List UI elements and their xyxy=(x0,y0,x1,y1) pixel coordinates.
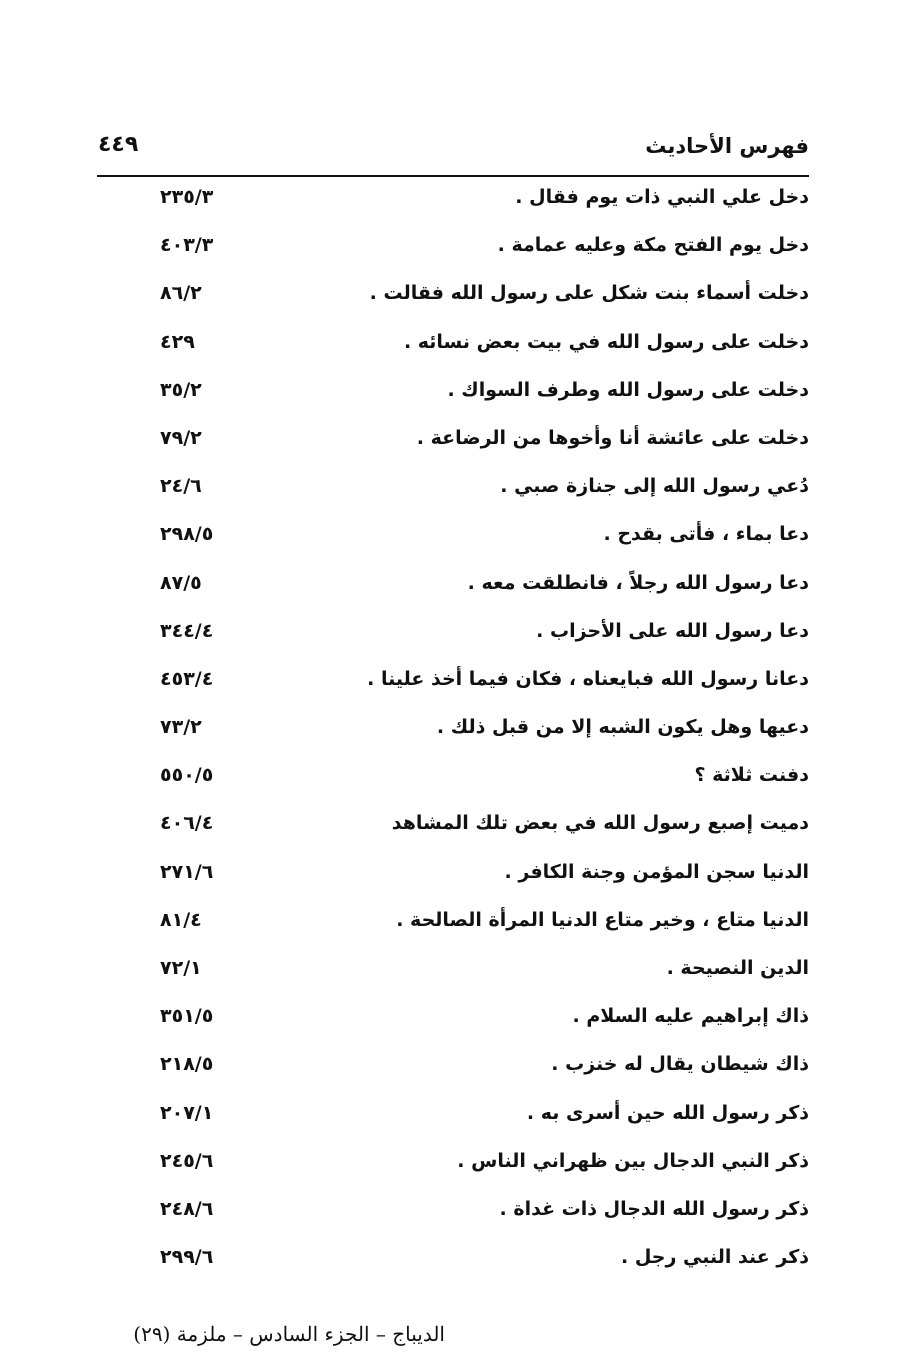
hadith-text: ذكر رسول الله الدجال ذات غداة . xyxy=(499,1197,809,1220)
index-entry xyxy=(0,274,897,322)
hadith-text: دخلت أسماء بنت شكل على رسول الله فقالت . xyxy=(369,282,809,305)
hadith-index-list xyxy=(0,178,897,1286)
index-entry xyxy=(0,1142,897,1190)
hadith-text: دُعي رسول الله إلى جنازة صبي . xyxy=(500,475,809,498)
index-entry xyxy=(0,226,897,274)
volume-page-ref: ٢٤٥/٦ xyxy=(160,1149,214,1172)
page-title: فهرس الأحاديث xyxy=(645,134,809,158)
hadith-text: ذكر رسول الله حين أسرى به . xyxy=(526,1101,809,1124)
hadith-text: دخلت على رسول الله في بيت بعض نسائه . xyxy=(403,330,809,353)
hadith-text: دخل يوم الفتح مكة وعليه عمامة . xyxy=(497,234,809,257)
index-entry xyxy=(0,515,897,563)
volume-page-ref: ٢٩٩/٦ xyxy=(160,1246,214,1269)
hadith-text: الدين النصيحة . xyxy=(666,957,809,979)
volume-page-ref: ٢١٨/٥ xyxy=(160,1053,214,1076)
volume-page-ref: ٤٠٣/٣ xyxy=(160,234,214,257)
index-entry xyxy=(0,1045,897,1093)
page-footer: الديباج – الجزء السادس – ملزمة (٢٩) xyxy=(133,1322,445,1346)
volume-page-ref: ٨٧/٥ xyxy=(160,571,202,594)
hadith-text: ذاك إبراهيم عليه السلام . xyxy=(572,1005,809,1028)
index-entry xyxy=(0,612,897,660)
volume-page-ref: ٣٥/٢ xyxy=(160,378,202,401)
volume-page-ref: ٤٥٣/٤ xyxy=(160,667,214,690)
index-entry xyxy=(0,1094,897,1142)
index-entry xyxy=(0,660,897,708)
volume-page-ref: ٣٥١/٥ xyxy=(160,1005,214,1028)
volume-page-ref: ٢٤/٦ xyxy=(160,475,202,498)
hadith-text: ذاك شيطان يقال له خنزب . xyxy=(551,1053,809,1076)
index-entry xyxy=(0,564,897,612)
index-entry xyxy=(0,997,897,1045)
hadith-text: ذكر النبي الدجال بين ظهراني الناس . xyxy=(457,1149,809,1172)
volume-page-ref: ٢٣٥/٣ xyxy=(160,186,214,208)
hadith-text: دخلت على رسول الله وطرف السواك . xyxy=(447,378,809,401)
header-rule xyxy=(97,175,809,177)
volume-page-ref: ٧٩/٢ xyxy=(160,426,202,449)
page-number: ٤٤٩ xyxy=(98,132,139,157)
hadith-text: دميت إصبع رسول الله في بعض تلك المشاهد xyxy=(391,812,809,835)
index-entry xyxy=(0,853,897,901)
hadith-text: دعيها وهل يكون الشبه إلا من قبل ذلك . xyxy=(436,716,809,739)
hadith-text: الدنيا سجن المؤمن وجنة الكافر . xyxy=(504,860,809,883)
volume-page-ref: ٤٠٦/٤ xyxy=(160,812,214,835)
index-entry xyxy=(0,804,897,852)
volume-page-ref: ٤٢٩ xyxy=(160,330,195,353)
volume-page-ref: ٥٥٠/٥ xyxy=(160,764,214,787)
hadith-text: دفنت ثلاثة ؟ xyxy=(694,764,809,787)
volume-page-ref: ٢٠٧/١ xyxy=(160,1101,214,1124)
index-entry xyxy=(0,708,897,756)
volume-page-ref: ٧٣/٢ xyxy=(160,716,202,739)
hadith-text: دعا بماء ، فأتى بقدح . xyxy=(603,523,809,546)
volume-page-ref: ٢٩٨/٥ xyxy=(160,523,214,546)
index-entry xyxy=(0,1190,897,1238)
hadith-text: ذكر عند النبي رجل . xyxy=(621,1246,809,1269)
index-entry xyxy=(0,419,897,467)
index-entry xyxy=(0,371,897,419)
index-entry xyxy=(0,467,897,515)
index-entry xyxy=(0,756,897,804)
volume-page-ref: ٨٦/٢ xyxy=(160,282,202,305)
index-entry xyxy=(0,901,897,949)
volume-page-ref: ٨١/٤ xyxy=(160,908,202,931)
volume-page-ref: ٢٧١/٦ xyxy=(160,860,214,883)
hadith-text: دعا رسول الله على الأحزاب . xyxy=(536,619,809,642)
volume-page-ref: ٧٢/١ xyxy=(160,957,202,979)
index-entry xyxy=(0,1238,897,1286)
hadith-text: الدنيا متاع ، وخير متاع الدنيا المرأة الصالحة . xyxy=(396,908,809,931)
volume-page-ref: ٢٤٨/٦ xyxy=(160,1197,214,1220)
hadith-text: دعا رسول الله رجلاً ، فانطلقت معه . xyxy=(467,571,809,594)
hadith-text: دعانا رسول الله فبايعناه ، فكان فيما أخذ علينا . xyxy=(367,667,809,690)
index-entry xyxy=(0,178,897,226)
volume-page-ref: ٣٤٤/٤ xyxy=(160,619,214,642)
hadith-text: دخل علي النبي ذات يوم فقال . xyxy=(515,186,809,208)
index-entry xyxy=(0,949,897,997)
hadith-text: دخلت على عائشة أنا وأخوها من الرضاعة . xyxy=(416,426,809,449)
index-entry xyxy=(0,323,897,371)
